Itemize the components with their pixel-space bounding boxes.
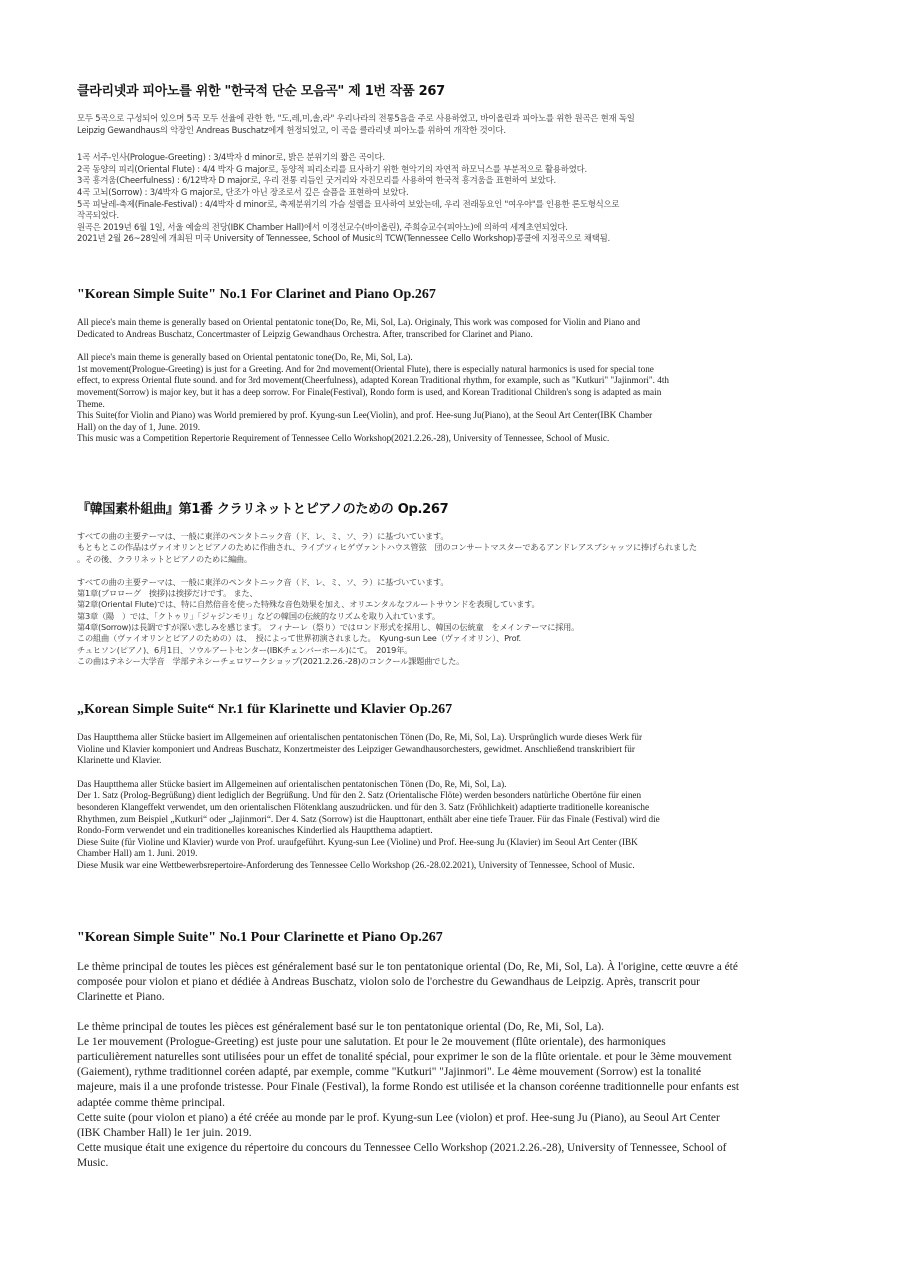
french-title: "Korean Simple Suite" No.1 Pour Clarinette et Piano Op.267	[77, 930, 443, 945]
text-line: adaptée comme thème principal.	[77, 1096, 226, 1109]
text-line: すべての曲の主要テーマは、一般に東洋のペンタトニック音（ド、レ、ミ、ソ、ラ）に基づいています。	[77, 576, 449, 587]
text-line: Clarinette et Piano.	[77, 991, 165, 1004]
text-line: 第1章(プロローグ 挨拶)は挨拶だけです。 また、	[77, 588, 258, 599]
text-line: すべての曲の主要テーマは、一般に東洋のペンタトニック音（ド、レ、ミ、ソ、ラ）に基づいています。	[77, 531, 449, 541]
text-line: Klarinette und Klavier.	[77, 755, 162, 766]
english-paragraph-2	[77, 352, 834, 445]
text-line: 第3章（陽 ）では、「クトゥリ」「ジャジンモリ」などの韓国の伝統的なリズムを取り入れています。	[77, 610, 440, 621]
text-line: Cette musique était une exigence du répertoire du concours du Tennessee Cello Workshop (2021.2.26.-28), University of Tennessee, School of	[77, 1142, 727, 1155]
text-line: This Suite(for Violin and Piano) was World premiered by prof. Kyung-sun Lee(Violin), and prof. Hee-sung Ju(Piano), at the Seoul Art Center(IBK Chamber	[77, 410, 653, 421]
text-line: Rhythmen, zum Beispiel „Kutkuri“ oder „Jajinmori“. Der 4. Satz (Sorrow) ist die Haupttonart, enthält aber eine tiefe Trauer. Für das Finale (Festival) wird die	[77, 813, 660, 824]
text-line: Le thème principal de toutes les pièces est généralement basé sur le ton pentatonique oriental (Do, Re, Mi, Sol, La).	[77, 1020, 604, 1033]
text-line: This music was a Competition Repertorie Requirement of Tennessee Cello Workshop(2021.2.26.-28), University of Tennessee, School of Music.	[77, 433, 610, 444]
text-line: Leipzig Gewandhaus의 악장인 Andreas Buschatz에게 헌정되었고, 이 곡을 클라리넷 피아노를 위하여 개작한 것이다.	[77, 124, 506, 135]
text-line: movement(Sorrow) is major key, but it has a deep sorrow. For Finale(Festival), Rondo form is used, and Korean Traditional Children's song is adapted as main	[77, 386, 662, 397]
korean-intro	[77, 113, 834, 136]
text-line: (IBK Chamber Hall) le 1er juin. 2019.	[77, 1127, 252, 1140]
japanese-title: 『韓国素朴組曲』第1番 クラリネットとピアノのための Op.267	[77, 502, 449, 517]
german-paragraph-2	[77, 779, 834, 872]
text-line: Hall) on the day of 1, June. 2019.	[77, 421, 200, 432]
text-line: (Gaiement), rythme traditionnel coréen adapté, par exemple, comme "Kutkuri" "Jajinmori". Le 4ème mouvement (Sorrow) est la tonalité	[77, 1066, 701, 1079]
japanese-paragraph-2	[77, 577, 834, 667]
text-line: 3곡 흥겨움(Cheerfulness) : 6/12박자 D major로, 우리 전통 리듬인 굿거리와 자진모리를 사용하여 한국적 흥겨움을 표현하여 보았다.	[77, 175, 556, 186]
section-korean	[77, 80, 834, 253]
text-line: All piece's main theme is generally based on Oriental pentatonic tone(Do, Re, Mi, Sol, La).	[77, 352, 413, 363]
german-title: „Korean Simple Suite“ Nr.1 für Klarinette und Klavier Op.267	[77, 702, 453, 717]
text-line: 5곡 피날레-축제(Finale-Festival) : 4/4박자 d minor로, 축제분위기의 가슴 설렘을 묘사하여 보았는데, 우리 전래동요인 "여우야"를 인용한 론도형식으로	[77, 198, 620, 209]
text-line: Diese Suite (für Violine und Klavier) wurde von Prof. uraufgeführt. Kyung-sun Lee (Violine) und Prof. Hee-sung Ju (Klavier) im Seoul Art Center (IBK	[77, 836, 638, 847]
english-title: "Korean Simple Suite" No.1 For Clarinet and Piano Op.267	[77, 287, 436, 302]
section-french	[77, 930, 834, 1180]
english-paragraph-1	[77, 317, 834, 340]
text-line: Violine und Klavier komponiert und Andreas Buschatz, Konzertmeister des Leipziger Gewandhausorchesters, gewidmet. Anschließend transkribiert für	[77, 743, 635, 754]
text-line: All piece's main theme is generally based on Oriental pentatonic tone(Do, Re, Mi, Sol, La). Originaly, This work was composed for Violin and Piano and	[77, 317, 641, 327]
text-line: Der 1. Satz (Prolog-Begrüßung) dient lediglich der Begrüßung. Und für den 2. Satz (Orientalische Flöte) werden besonders natürliche Obertöne für einen	[77, 790, 642, 801]
text-line: 1곡 서주-인사(Prologue-Greeting) : 3/4박자 d minor로, 밝은 분위기의 짧은 곡이다.	[77, 152, 385, 163]
french-paragraph-1	[77, 960, 834, 1006]
text-line: Le thème principal de toutes les pièces est généralement basé sur le ton pentatonique oriental (Do, Re, Mi, Sol, La). À l'origine, cette œuvre a été	[77, 961, 738, 973]
german-paragraph-1	[77, 732, 834, 767]
text-line: もともとこの作品はヴァイオリンとピアノのために作曲され、ライプツィヒゲヴァントハウス管弦 団のコンサートマスターであるアンドレアスブシャッツに捧げられました	[77, 542, 697, 553]
text-line: Rondo-Form verwendet und ein traditionelles koreanisches Kinderlied als Hauptthema adaptiert.	[77, 825, 433, 836]
text-line: 1st movement(Prologue-Greeting) is just for a Greeting. And for 2nd movement(Oriental Flute), there is especially natural harmonics is used for special tone	[77, 363, 654, 374]
text-line: composée pour violon et piano et dédiée à Andreas Buschatz, violon solo de l'orchestre du Gewandhaus de Leipzig. Après, transcrit pour	[77, 976, 700, 989]
text-line: Das Hauptthema aller Stücke basiert im Allgemeinen auf orientalischen pentatonischen Tönen (Do, Re, Mi, Sol, La). Ursprünglich wurde dieses Werk für	[77, 732, 643, 742]
section-japanese	[77, 498, 834, 675]
text-line: 2021년 2월 26~28일에 개최된 미국 University of Tennessee, School of Music의 TCW(Tennessee Cello Workshop)콩쿨에 지정곡으로 채택됨.	[77, 233, 611, 244]
text-line: Diese Musik war eine Wettbewerbsrepertoire-Anforderung des Tennessee Cello Workshop (26.-28.02.2021), University of Tennessee, School of Music.	[77, 859, 635, 870]
text-line: Le 1er mouvement (Prologue-Greeting) est juste pour une salutation. Et pour le 2e mouvement (flûte orientale), des harmoniques	[77, 1035, 666, 1048]
text-line: Music.	[77, 1157, 109, 1170]
text-line: besonderen Klangeffekt verwendet, um den orientalischen Flötenklang auszudrücken. und für den 3. Satz (Fröhlichkeit) adaptierte traditionelle koreanische	[77, 801, 650, 812]
text-line: majeure, mais il a une profonde tristesse. Pour Finale (Festival), la forme Rondo est utilisée et la chanson coréenne traditionnelle pour enfants est	[77, 1081, 740, 1094]
text-line: Chamber Hall) am 1. Juni. 2019.	[77, 848, 198, 859]
section-german	[77, 702, 834, 880]
text-line: 작곡되었다.	[77, 210, 119, 221]
text-line: particulièrement naturelles sont utilisées pour un effet de tonalité spécial, pour exprimer le son de la flûte orientale. et pour le 3ème mouvement	[77, 1051, 732, 1064]
text-line: 2곡 동양의 피리(Oriental Flute) : 4/4 박자 G major로, 동양적 피리소리를 묘사하기 위한 현악기의 자연적 하모닉스를 부분적으로 활용하였다.	[77, 163, 587, 174]
text-line: Cette suite (pour violon et piano) a été créée au monde par le prof. Kyung-sun Lee (violon) et prof. Hee-sung Ju (Piano), au Seoul Art Center	[77, 1111, 720, 1124]
text-line: 第2章(Oriental Flute)では、特に自然倍音を使った特殊な音色効果を加え、オリエンタルなフルートサウンドを表現しています。	[77, 599, 540, 610]
text-line: Das Hauptthema aller Stücke basiert im Allgemeinen auf orientalischen pentatonischen Tönen (Do, Re, Mi, Sol, La).	[77, 778, 507, 789]
text-line: 모두 5곡으로 구성되어 있으며 5곡 모두 선율에 관한 한, "도,레,미,솔,라" 우리나라의 전통5음을 주로 사용하였고, 바이올린과 피아노를 위한 원곡은 현재 독일	[77, 113, 635, 123]
text-line: 第4章(Sorrow)は長調ですが深い悲しみを感じます。 フィナーレ（祭り）ではロンド形式を採用し、韓国の伝統童 をメインテーマに採用。	[77, 622, 580, 633]
section-english	[77, 287, 834, 453]
text-line: 。その後、クラリネットとピアノのために編曲。	[77, 553, 252, 564]
french-paragraph-2	[77, 1020, 834, 1172]
text-line: 원곡은 2019년 6월 1일, 서울 예술의 전당(IBK Chamber Hall)에서 이경선교수(바이올린), 주희승교수(피아노)에 의하여 세계초연되었다.	[77, 221, 568, 232]
text-line: この曲はテネシー大学音 学部テネシーチェロワークショップ(2021.2.26.-28)のコンクール課題曲でした。	[77, 655, 465, 666]
japanese-paragraph-1	[77, 531, 834, 565]
text-line: チュヒソン(ピアノ)、6月1日、ソウルアートセンター(IBKチェンバーホール)にて。 2019年。	[77, 644, 413, 655]
text-line: 4곡 고뇌(Sorrow) : 3/4박자 G major로, 단조가 아닌 장조로서 깊은 슬픔을 표현하여 보았다.	[77, 186, 409, 197]
korean-movements	[77, 152, 834, 245]
text-line: Theme.	[77, 398, 105, 409]
text-line: この組曲（ヴァイオリンとピアノのための）は、 授によって世界初演されました。 Kyung-sun Lee（ヴァイオリン）、Prof.	[77, 633, 521, 644]
text-line: Dedicated to Andreas Buschatz, Concertmaster of Leipzig Gewandhaus Orchestra. After, transcribed for Clarinet and Piano.	[77, 328, 533, 339]
text-line: effect, to express Oriental flute sound. and for 3rd movement(Cheerfulness), adapted Korean Traditional rhythm, for example, such as "Kutkuri" "Jajinmori". 4th	[77, 375, 669, 386]
korean-title: 클라리넷과 피아노를 위한 "한국적 단순 모음곡" 제 1번 작품 267	[77, 84, 445, 99]
